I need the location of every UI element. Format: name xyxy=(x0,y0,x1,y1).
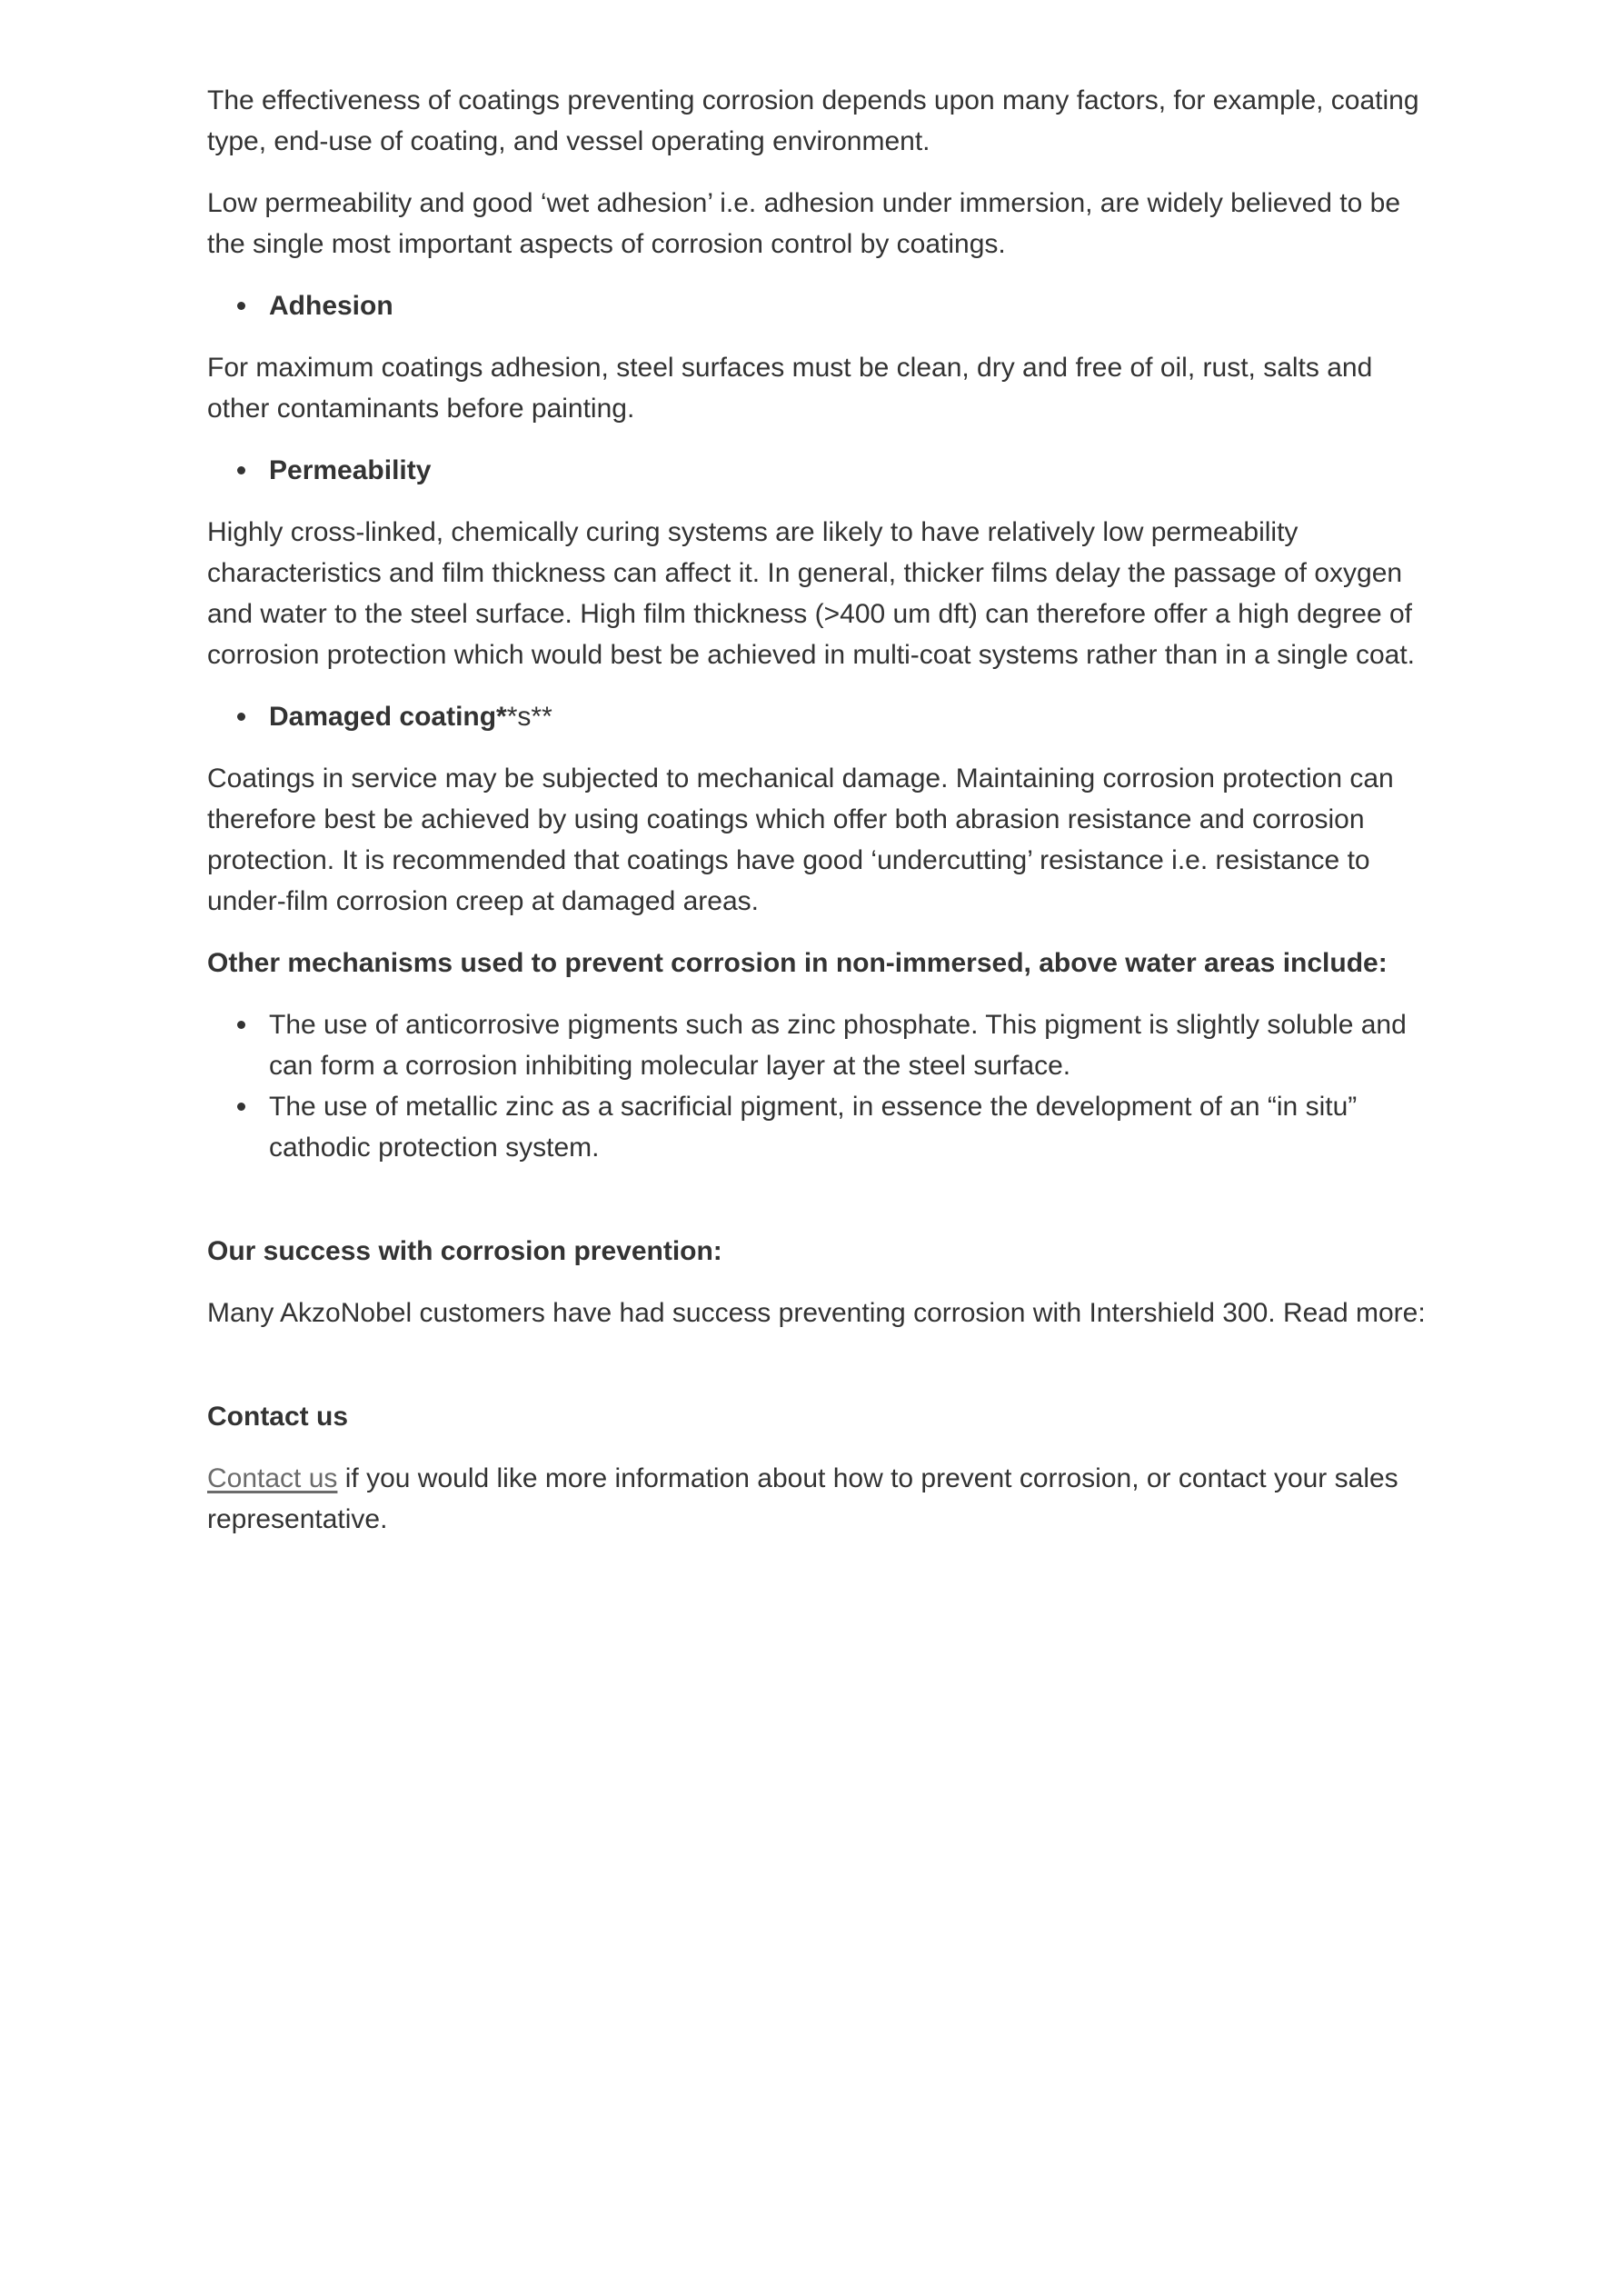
section-heading-text: Adhesion xyxy=(269,291,393,321)
other-mechanisms-heading: Other mechanisms used to prevent corrosion in non-immersed, above water areas include: xyxy=(207,948,1388,978)
article-body xyxy=(207,80,1434,1561)
other-mechanisms-list xyxy=(207,1004,1434,1168)
contact-us-link[interactable]: Contact us xyxy=(207,1463,338,1493)
contact-body-text: if you would like more information about how to prevent corrosion, or contact your sales representative. xyxy=(207,1463,1398,1534)
section-body-damaged-coatings: Coatings in service may be subjected to mechanical damage. Maintaining corrosion protection can therefore best be achieved by using coatings which offer both abrasion resistance and corrosion protection. It is recommended that coatings have good ‘undercutting’ resistance i.e. resistance to under-film corrosion creep at damaged areas. xyxy=(207,764,1394,916)
contact-heading: Contact us xyxy=(207,1402,349,1432)
spacer xyxy=(207,1354,1434,1396)
section-heading-list xyxy=(207,450,1434,491)
section-body-permeability: Highly cross-linked, chemically curing systems are likely to have relatively low permeability characteristics and film thickness can affect it. In general, thicker films delay the passage of oxygen and water to the steel surface. High film thickness (>400 um dft) can therefore offer a high degree of corrosion protection which would best be achieved in multi-coat systems rather than in a single coat. xyxy=(207,517,1416,670)
section-heading-adhesion xyxy=(269,285,1434,326)
list-item: The use of anticorrosive pigments such as zinc phosphate. This pigment is slightly soluble and can form a corrosion inhibiting molecular layer at the steel surface. xyxy=(269,1004,1434,1086)
section-heading-text: Damaged coating* xyxy=(269,702,507,732)
list-item: The use of metallic zinc as a sacrificial pigment, in essence the development of an “in situ” cathodic protection system. xyxy=(269,1086,1434,1168)
spacer xyxy=(207,1189,1434,1231)
section-body-adhesion: For maximum coatings adhesion, steel surfaces must be clean, dry and free of oil, rust, salts and other contaminants before painting. xyxy=(207,353,1373,424)
success-heading: Our success with corrosion prevention: xyxy=(207,1236,722,1266)
intro-paragraph: Low permeability and good ‘wet adhesion’ i.e. adhesion under immersion, are widely believed to be the single most important aspects of corrosion control by coatings. xyxy=(207,188,1400,259)
section-heading-damaged-coatings xyxy=(269,696,1434,737)
section-heading-text: Permeability xyxy=(269,455,432,485)
success-body: Many AkzoNobel customers have had success preventing corrosion with Intershield 300. Read more: xyxy=(207,1298,1426,1328)
section-heading-suffix: *s** xyxy=(506,702,552,732)
contact-paragraph xyxy=(207,1458,1434,1540)
section-heading-list xyxy=(207,285,1434,326)
section-heading-list xyxy=(207,696,1434,737)
intro-paragraph: The effectiveness of coatings preventing corrosion depends upon many factors, for example, coating type, end-use of coating, and vessel operating environment. xyxy=(207,85,1419,156)
section-heading-permeability xyxy=(269,450,1434,491)
